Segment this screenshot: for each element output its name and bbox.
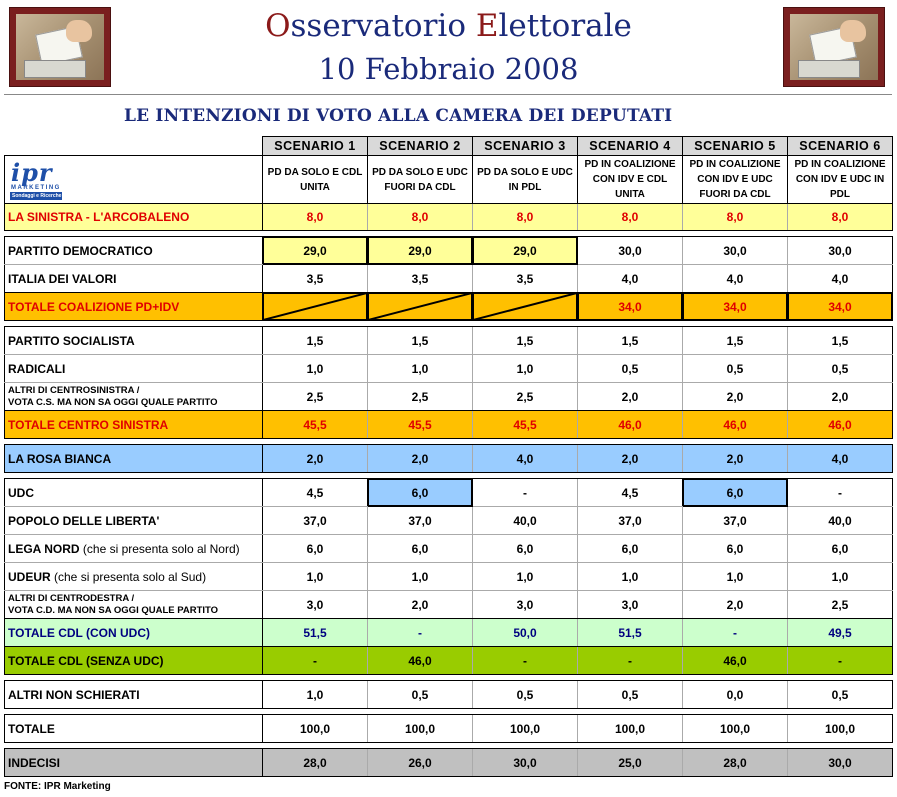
page-title: Osservatorio Elettorale	[265, 8, 632, 44]
row-totale	[5, 715, 893, 743]
value-cell: 30,0	[683, 237, 788, 265]
value-cell: 1,0	[368, 563, 473, 591]
value-cell: 30,0	[788, 749, 893, 777]
value-cell: -	[473, 647, 578, 675]
value-cell: 49,5	[788, 619, 893, 647]
value-cell: 4,5	[263, 479, 368, 507]
value-cell: 2,0	[578, 383, 683, 411]
value-cell: 100,0	[473, 715, 578, 743]
value-cell: 100,0	[578, 715, 683, 743]
value-cell: -	[788, 647, 893, 675]
value-cell: 6,0	[578, 535, 683, 563]
value-cell: 0,5	[578, 681, 683, 709]
value-cell: 2,0	[578, 445, 683, 473]
value-cell: 4,0	[578, 265, 683, 293]
na-cell	[368, 293, 473, 321]
row-coalizione	[5, 293, 893, 321]
voting-table	[4, 136, 893, 777]
value-cell: 2,0	[683, 591, 788, 619]
value-cell: 28,0	[683, 749, 788, 777]
value-cell: 1,0	[263, 563, 368, 591]
value-cell: 46,0	[683, 411, 788, 439]
row-pd	[5, 237, 893, 265]
scenario-header: SCENARIO 1	[263, 137, 368, 156]
value-cell: 30,0	[578, 237, 683, 265]
value-cell: 2,0	[368, 445, 473, 473]
row-label: ALTRI DI CENTRODESTRA / VOTA C.D. MA NON SA OGGI QUALE PARTITO	[5, 591, 263, 619]
scenario-desc: PD DA SOLO E UDC FUORI DA CDL	[368, 156, 473, 204]
value-cell: -	[368, 619, 473, 647]
row-label: POPOLO DELLE LIBERTA'	[5, 507, 263, 535]
row-udeur	[5, 563, 893, 591]
value-cell: 2,0	[368, 591, 473, 619]
row-label: UDC	[5, 479, 263, 507]
value-cell: 8,0	[473, 204, 578, 231]
value-cell: 37,0	[368, 507, 473, 535]
value-cell: 2,5	[368, 383, 473, 411]
value-cell: -	[263, 647, 368, 675]
value-cell: 4,0	[788, 265, 893, 293]
na-cell	[473, 293, 578, 321]
row-idv	[5, 265, 893, 293]
row-label: TOTALE COALIZIONE PD+IDV	[5, 293, 263, 321]
row-label: TOTALE CDL (CON UDC)	[5, 619, 263, 647]
value-cell: 2,5	[788, 591, 893, 619]
value-cell: 40,0	[788, 507, 893, 535]
scenario-desc-row	[5, 156, 893, 204]
value-cell: 0,0	[683, 681, 788, 709]
value-cell: 46,0	[788, 411, 893, 439]
value-cell: 8,0	[788, 204, 893, 231]
header-divider	[4, 94, 892, 95]
value-cell: 1,5	[263, 327, 368, 355]
value-cell: 100,0	[368, 715, 473, 743]
value-cell: 28,0	[263, 749, 368, 777]
value-cell: 34,0	[683, 293, 788, 321]
row-label: LA SINISTRA - L'ARCOBALENO	[5, 204, 263, 231]
value-cell: 4,0	[473, 445, 578, 473]
value-cell: 29,0	[368, 237, 473, 265]
value-cell: 29,0	[263, 237, 368, 265]
table-subtitle: LE INTENZIONI DI VOTO ALLA CAMERA DEI DEPUTATI	[124, 106, 673, 126]
row-label: LA ROSA BIANCA	[5, 445, 263, 473]
value-cell: 29,0	[473, 237, 578, 265]
row-label: LEGA NORD (che si presenta solo al Nord)	[5, 535, 263, 563]
row-label: TOTALE CDL (SENZA UDC)	[5, 647, 263, 675]
value-cell: 2,5	[263, 383, 368, 411]
source-footer: FONTE: IPR Marketing	[4, 781, 111, 792]
value-cell: 100,0	[683, 715, 788, 743]
value-cell: 46,0	[368, 647, 473, 675]
value-cell: 3,0	[473, 591, 578, 619]
scenario-header-row	[5, 137, 893, 156]
value-cell: 1,0	[263, 355, 368, 383]
value-cell: 2,0	[683, 445, 788, 473]
value-cell: 1,5	[368, 327, 473, 355]
value-cell: 2,0	[263, 445, 368, 473]
value-cell: 6,0	[788, 535, 893, 563]
value-cell: 51,5	[263, 619, 368, 647]
value-cell: 37,0	[683, 507, 788, 535]
value-cell: 8,0	[578, 204, 683, 231]
value-cell: 3,5	[368, 265, 473, 293]
scenario-header: SCENARIO 6	[788, 137, 893, 156]
value-cell: 6,0	[368, 479, 473, 507]
scenario-desc: PD IN COALIZIONE CON IDV E UDC FUORI DA CDL	[683, 156, 788, 204]
value-cell: 46,0	[578, 411, 683, 439]
value-cell: 34,0	[578, 293, 683, 321]
value-cell: 2,0	[683, 383, 788, 411]
value-cell: 26,0	[368, 749, 473, 777]
value-cell: 8,0	[683, 204, 788, 231]
scenario-header: SCENARIO 4	[578, 137, 683, 156]
value-cell: 6,0	[368, 535, 473, 563]
row-cdl-senza-udc	[5, 647, 893, 675]
row-label: TOTALE CENTRO SINISTRA	[5, 411, 263, 439]
row-totale-cs	[5, 411, 893, 439]
row-altri-non-schierati	[5, 681, 893, 709]
na-cell	[263, 293, 368, 321]
value-cell: 45,5	[263, 411, 368, 439]
row-cdl-con-udc	[5, 619, 893, 647]
value-cell: 100,0	[788, 715, 893, 743]
value-cell: 4,0	[788, 445, 893, 473]
value-cell: 51,5	[578, 619, 683, 647]
value-cell: 8,0	[263, 204, 368, 231]
row-label: TOTALE	[5, 715, 263, 743]
row-altri-cd	[5, 591, 893, 619]
value-cell: 0,5	[788, 681, 893, 709]
value-cell: 1,0	[788, 563, 893, 591]
value-cell: 25,0	[578, 749, 683, 777]
value-cell: 0,5	[788, 355, 893, 383]
row-label: ALTRI DI CENTROSINISTRA / VOTA C.S. MA NON SA OGGI QUALE PARTITO	[5, 383, 263, 411]
value-cell: 3,0	[578, 591, 683, 619]
value-cell: 1,5	[788, 327, 893, 355]
value-cell: 6,0	[263, 535, 368, 563]
row-label: RADICALI	[5, 355, 263, 383]
value-cell: 3,5	[473, 265, 578, 293]
row-label: PARTITO SOCIALISTA	[5, 327, 263, 355]
value-cell: -	[578, 647, 683, 675]
row-label: ALTRI NON SCHIERATI	[5, 681, 263, 709]
row-label: ITALIA DEI VALORI	[5, 265, 263, 293]
value-cell: 0,5	[368, 681, 473, 709]
value-cell: 1,0	[263, 681, 368, 709]
value-cell: 40,0	[473, 507, 578, 535]
row-label: PARTITO DEMOCRATICO	[5, 237, 263, 265]
value-cell: 0,5	[473, 681, 578, 709]
value-cell: 4,0	[683, 265, 788, 293]
value-cell: 4,5	[578, 479, 683, 507]
value-cell: 1,0	[368, 355, 473, 383]
scenario-desc: PD DA SOLO E CDL UNITA	[263, 156, 368, 204]
ipr-logo: ipr MARKETING Sondaggi e Ricerche	[5, 156, 263, 204]
scenario-desc: PD IN COALIZIONE CON IDV E UDC IN PDL	[788, 156, 893, 204]
value-cell: 1,5	[683, 327, 788, 355]
value-cell: 2,5	[473, 383, 578, 411]
value-cell: 100,0	[263, 715, 368, 743]
value-cell: 45,5	[368, 411, 473, 439]
row-label: UDEUR (che si presenta solo al Sud)	[5, 563, 263, 591]
row-sinistra	[5, 204, 893, 231]
value-cell: 50,0	[473, 619, 578, 647]
value-cell: 6,0	[683, 535, 788, 563]
row-label: INDECISI	[5, 749, 263, 777]
row-lega	[5, 535, 893, 563]
value-cell: 1,5	[473, 327, 578, 355]
scenario-desc: PD IN COALIZIONE CON IDV E CDL UNITA	[578, 156, 683, 204]
value-cell: 3,0	[263, 591, 368, 619]
value-cell: 1,0	[473, 563, 578, 591]
value-cell: 2,0	[788, 383, 893, 411]
scenario-header: SCENARIO 3	[473, 137, 578, 156]
value-cell: 0,5	[683, 355, 788, 383]
scenario-desc: PD DA SOLO E UDC IN PDL	[473, 156, 578, 204]
row-indecisi	[5, 749, 893, 777]
row-udc	[5, 479, 893, 507]
scenario-header: SCENARIO 2	[368, 137, 473, 156]
value-cell: 46,0	[683, 647, 788, 675]
value-cell: 1,0	[473, 355, 578, 383]
row-altri-cs	[5, 383, 893, 411]
value-cell: 45,5	[473, 411, 578, 439]
value-cell: 34,0	[788, 293, 893, 321]
page-date: 10 Febbraio 2008	[318, 52, 579, 86]
value-cell: 30,0	[473, 749, 578, 777]
value-cell: 37,0	[263, 507, 368, 535]
value-cell: -	[788, 479, 893, 507]
value-cell: 6,0	[473, 535, 578, 563]
value-cell: -	[683, 619, 788, 647]
value-cell: 37,0	[578, 507, 683, 535]
value-cell: 3,5	[263, 265, 368, 293]
row-rosa-bianca	[5, 445, 893, 473]
row-pdl	[5, 507, 893, 535]
value-cell: 30,0	[788, 237, 893, 265]
row-radicali	[5, 355, 893, 383]
row-ps	[5, 327, 893, 355]
scenario-header: SCENARIO 5	[683, 137, 788, 156]
value-cell: -	[473, 479, 578, 507]
value-cell: 0,5	[578, 355, 683, 383]
value-cell: 8,0	[368, 204, 473, 231]
value-cell: 6,0	[683, 479, 788, 507]
value-cell: 1,0	[578, 563, 683, 591]
value-cell: 1,0	[683, 563, 788, 591]
value-cell: 1,5	[578, 327, 683, 355]
